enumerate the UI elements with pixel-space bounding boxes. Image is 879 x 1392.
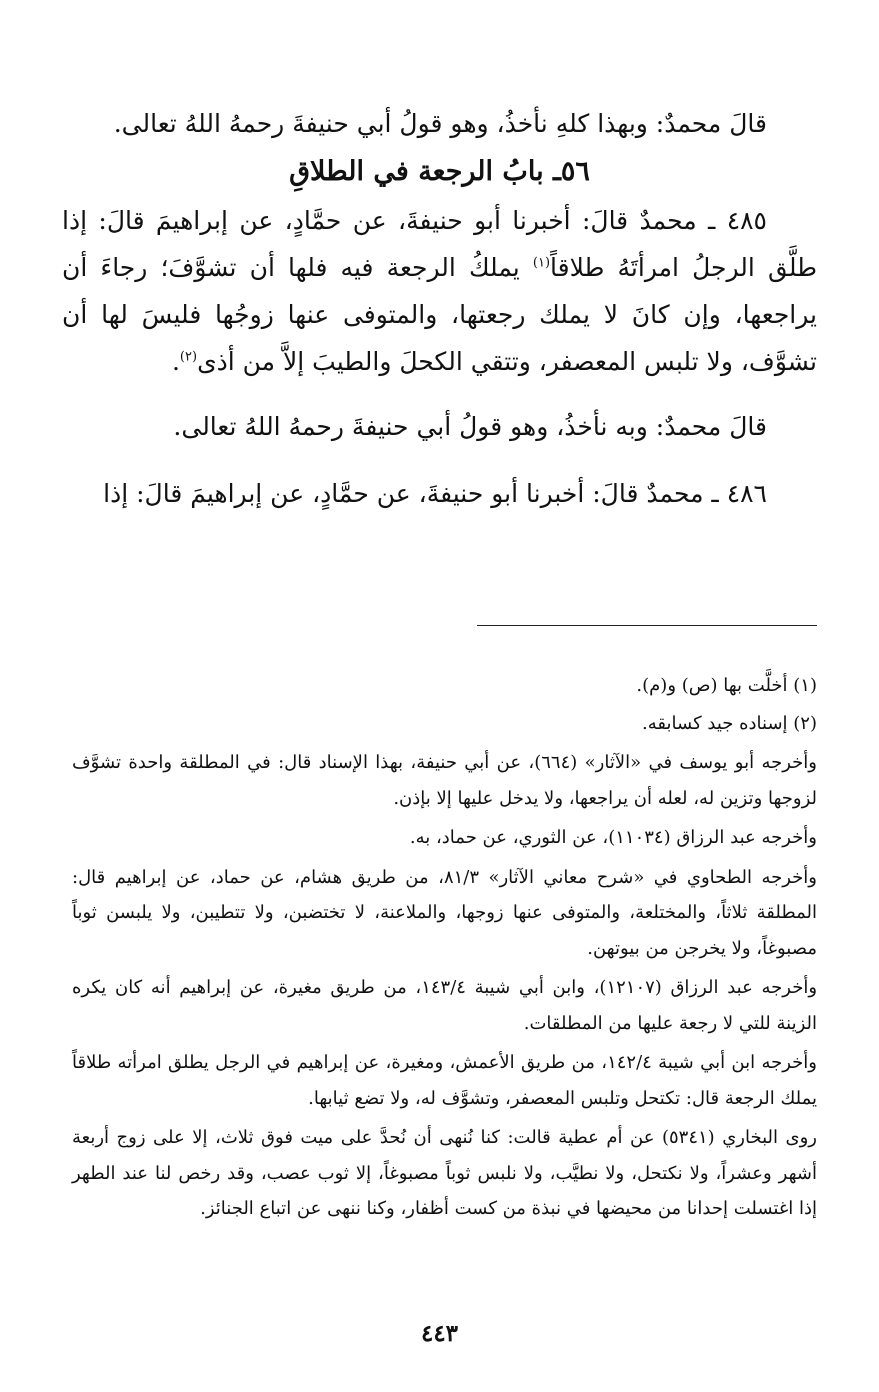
chapter-title: ٥٦ـ بابُ الرجعة في الطلاقِ — [289, 156, 590, 187]
footnote-1: (١) أخلَّت بها (ص) و(م). — [636, 675, 817, 696]
takhrij-ibn-abi-shayba-1: وأخرجه عبد الرزاق (١٢١٠٧)، وابن أبي شيبة ١٤٣/٤، من طريق مغيرة، عن إبراهيم أنه كان يكره الزينة للتي لا رجعة عليها من المطلقات. — [72, 977, 818, 1034]
footnote-2: (٢) إسناده جيد كسابقه. — [642, 712, 817, 734]
takhrij-tahawi: وأخرجه الطحاوي في «شرح معاني الآثار» ٨١/٣، من طريق هشام، عن حماد، عن إبراهيم قال: المطلقة ثلاثاً، والمختلعة، والمتوفى عنها زوجها، والملاعنة، لا تختضبن، ولا تتطيبن، ولا يلبسن ثوباً مصبوغاً، ولا يخرجن من بيوتهن. — [72, 866, 817, 959]
page-number: ٤٤٣ — [420, 1320, 459, 1347]
footnote-ref-2: (٢) — [179, 349, 198, 365]
hadith-485-text-b: يملكُ الرجعة فيه فلها أن تشوَّفَ؛ رجاءَ أن يراجعها، وإن كانَ لا يملك رجعتها، والمتوفى عنها زوجُها فليسَ لها أن تشوَّف، ولا تلبس المعصفر، وتتقي الكحلَ والطيبَ إلاَّ من أذى — [62, 253, 817, 376]
footnote-divider — [477, 625, 817, 626]
main-text — [62, 100, 817, 517]
hadith-485-end: . — [171, 347, 180, 376]
hadith-485-text-a: ٤٨٥ ـ محمدٌ قالَ: أخبرنا أبو حنيفةَ، عن حمَّادٍ، عن إبراهيمَ قالَ: إذا طلَّق الرجلُ امرأتَهُ طلاقاً — [62, 206, 817, 282]
footnote-ref-1: (١) — [532, 255, 551, 271]
hadith-485 — [62, 197, 817, 385]
takhrij-abd-al-razzaq: وأخرجه عبد الرزاق (١١٠٣٤)، عن الثوري، عن حماد، به. — [409, 827, 817, 848]
takhrij-abu-yusuf: وأخرجه أبو يوسف في «الآثار» (٦٦٤)، عن أبي حنيفة، بهذا الإسناد قال: في المطلقة واحدة تشوَّف لزوجها وتزين له، لعله أن يراجعها، ولا يدخل عليها إلا بإذن. — [72, 752, 817, 809]
paragraph-muhammad-saying-2: قالَ محمدٌ: وبه نأخذُ، وهو قولُ أبي حنيفةَ رحمهُ اللهُ تعالى. — [173, 412, 767, 441]
takhrij-ibn-abi-shayba-2: وأخرجه ابن أبي شيبة ١٤٢/٤، من طريق الأعمش، ومغيرة، عن إبراهيم في الرجل يطلق امرأته طلاقاً يملك الرجعة قال: تكتحل وتلبس المعصفر، وتشوَّف له، ولا تضع ثيابها. — [72, 1052, 817, 1109]
hadith-486: ٤٨٦ ـ محمدٌ قالَ: أخبرنا أبو حنيفةَ، عن حمَّادٍ، عن إبراهيمَ قالَ: إذا — [103, 479, 767, 508]
takhrij-bukhari: روى البخاري (٥٣٤١) عن أم عطية قالت: كنا نُنهى أن نُحدَّ على ميت فوق ثلاث، إلا على زوج أربعة أشهر وعشراً، ولا نكتحل، ولا نطيَّب، ولا نلبس ثوباً مصبوغاً، إلا ثوب عصب، وقد رخص لنا عند الطهر إذا اغتسلت إحدانا من محيضها في نبذة من كست أظفار، وكنا ننهى عن اتباع الجنائز. — [72, 1127, 817, 1219]
paragraph-muhammad-saying: قالَ محمدٌ: وبهذا كلهِ نأخذُ، وهو قولُ أبي حنيفةَ رحمهُ اللهُ تعالى. — [113, 109, 767, 138]
footnotes — [72, 668, 817, 1227]
